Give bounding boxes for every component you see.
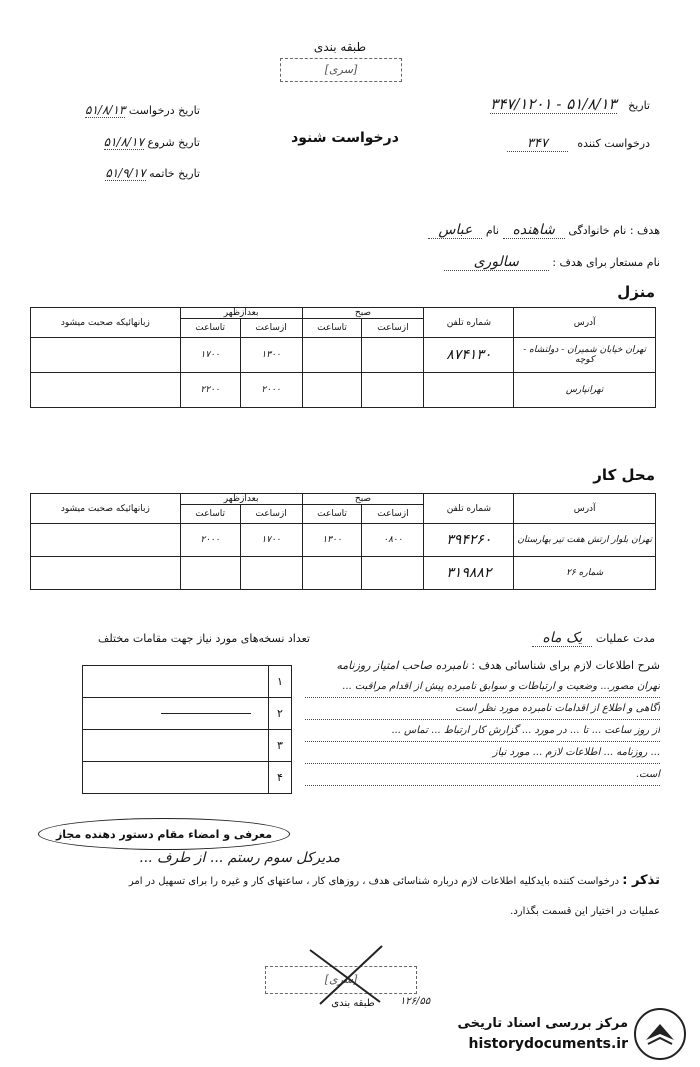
- home-header-am-to: تاساعت: [302, 319, 362, 338]
- requester-value: ۳۴۷: [507, 136, 568, 152]
- description-line: از روز ساعت ... تا ... در مورد ... گزارش کار ارتباط ... تماس ...: [305, 720, 660, 742]
- watermark-title: مرکز بررسی اسناد تاریخی: [457, 1016, 628, 1031]
- description-line: [305, 655, 660, 676]
- copies-label: تعداد نسخه‌های مورد نیاز جهت مقامات مختلف: [98, 632, 310, 645]
- description-line: ... روزنامه ... اطلاعات لازم ... مورد نیاز: [305, 742, 660, 764]
- description-line: آگاهی و اطلاع از اقدامات نامبرده مورد نظر است: [305, 698, 660, 720]
- work-row2-languages: [31, 557, 181, 590]
- home-header-am-from: ازساعت: [362, 319, 424, 338]
- description-block: [305, 655, 660, 786]
- requester-field: [450, 136, 650, 151]
- start-date-field: [30, 135, 200, 149]
- watermark-url: historydocuments.ir: [468, 1036, 628, 1052]
- copies-row: [83, 762, 291, 793]
- work-row1-address: تهران بلوار ارتش هفت تیر بهارستان: [514, 524, 656, 557]
- home-row1-phone: ۸۷۴۱۳۰: [424, 338, 514, 373]
- copies-row: [83, 666, 291, 698]
- footer-classification-stamp: [سری]: [324, 973, 358, 986]
- work-header-morning: صبح: [302, 494, 424, 505]
- home-row2-address: تهرانپارس: [514, 373, 656, 408]
- copies-row-number: ۳: [268, 730, 291, 761]
- footnote-text: درخواست کننده بایدکلیه اطلاعات لازم درباره شناسائی هدف ، روزهای کار ، ساعتهای کار و غیره را برای تسهیل در امر: [128, 876, 620, 887]
- duration-field: [485, 630, 655, 646]
- description-line: تهران مصور... وضعیت و ارتباطات و سوابق نامبرده پیش از اقدام مراقبت ...: [305, 676, 660, 698]
- work-row2-am-to: [302, 557, 362, 590]
- duration-label: مدت عملیات: [595, 632, 655, 645]
- start-date-label: تاریخ شروع: [147, 136, 200, 149]
- home-header-afternoon: بعدازظهر: [180, 308, 302, 319]
- work-row2-phone: ۳۱۹۸۸۲: [424, 557, 514, 590]
- description-label: شرح اطلاعات لازم برای شناسائی هدف :: [471, 659, 660, 672]
- date-value: ۵۱/۸/۱۳ - ۳۴۷/۱۲۰۱: [490, 95, 617, 113]
- copies-row: [83, 698, 291, 730]
- work-row1-languages: [31, 524, 181, 557]
- target-surname-label: هدف : نام خانوادگی: [568, 224, 660, 237]
- start-date-value: ۵۱/۸/۱۷: [103, 135, 144, 149]
- request-date-label: تاریخ درخواست: [128, 104, 200, 117]
- request-date-value: ۵۱/۸/۱۳: [85, 103, 126, 117]
- home-row2-am-from: [362, 373, 424, 408]
- home-header-pm-from: ازساعت: [240, 319, 302, 338]
- home-header-morning: صبح: [302, 308, 424, 319]
- description-line: است.: [305, 764, 660, 786]
- work-row1-phone: ۳۹۴۲۶۰: [424, 524, 514, 557]
- target-name-label: نام: [485, 224, 500, 237]
- work-header-am-from: ازساعت: [362, 505, 424, 524]
- home-header-address: آدرس: [514, 308, 656, 338]
- work-row2-pm-to: [180, 557, 240, 590]
- end-date-label: تاریخ خاتمه: [149, 167, 200, 180]
- target-alias-field: [240, 254, 660, 270]
- description-text: نامبرده صاحب امتیاز روزنامه: [336, 659, 468, 672]
- target-alias-label: نام مستعار برای هدف :: [552, 256, 660, 269]
- home-row2-pm-to: ۲۲۰۰: [180, 373, 240, 408]
- home-row1-am-to: [302, 338, 362, 373]
- work-header-am-to: تاساعت: [302, 505, 362, 524]
- work-header-pm-from: ازساعت: [240, 505, 302, 524]
- footnote-text-line2: عملیات در اختیار این قسمت بگذارد.: [510, 906, 660, 917]
- target-name-field: [240, 222, 660, 238]
- work-row1-am-to: ۱۳۰۰: [302, 524, 362, 557]
- work-row2-pm-from: [240, 557, 302, 590]
- work-row1-am-from: ۰۸۰۰: [362, 524, 424, 557]
- work-header-languages: زبانهائیکه صحبت میشود: [31, 494, 181, 524]
- classification-stamp-box: [280, 58, 402, 82]
- work-row1-pm-from: ۱۷۰۰: [240, 524, 302, 557]
- footer-small-note: ۱۲۶/۵۵: [400, 996, 431, 1007]
- work-header-afternoon: بعدازظهر: [180, 494, 302, 505]
- home-row2-am-to: [302, 373, 362, 408]
- home-row1-pm-from: ۱۳۰۰: [240, 338, 302, 373]
- work-table: [30, 493, 656, 590]
- footer-classification-label: طبقه بندی: [331, 998, 375, 1009]
- work-header-phone: شماره تلفن: [424, 494, 514, 524]
- home-row2-phone: [424, 373, 514, 408]
- target-surname: شاهنده: [503, 222, 565, 239]
- footnote-label: تذکر :: [622, 873, 660, 888]
- home-header-languages: زبانهائیکه صحبت میشود: [31, 308, 181, 338]
- authorization-label: معرفی و امضاء مقام دستور دهنده مجاز: [38, 818, 290, 850]
- copies-row-mark: [161, 713, 251, 714]
- home-header-phone: شماره تلفن: [424, 308, 514, 338]
- target-name: عباس: [428, 222, 482, 239]
- home-row2-pm-from: ۲۰۰۰: [240, 373, 302, 408]
- form-title: درخواست شنود: [291, 130, 399, 146]
- home-row1-am-from: [362, 338, 424, 373]
- requester-label: درخواست کننده: [577, 137, 650, 150]
- copies-row-number: ۲: [268, 698, 291, 729]
- home-section-title: منزل: [617, 283, 655, 301]
- footnote: [40, 866, 660, 927]
- classification-stamp: [سری]: [324, 63, 358, 76]
- home-header-pm-to: تاساعت: [180, 319, 240, 338]
- home-table: [30, 307, 656, 408]
- home-row2-languages: [31, 373, 181, 408]
- home-row1-languages: [31, 338, 181, 373]
- date-label: تاریخ: [628, 99, 650, 112]
- watermark-logo-icon: [634, 1008, 686, 1060]
- authorization-signature: مدیرکل سوم رستم ... از طرف ...: [139, 850, 340, 866]
- copies-row-number: ۴: [268, 762, 291, 793]
- copies-row-number: ۱: [268, 666, 291, 697]
- date-field: [390, 95, 650, 113]
- request-date-field: [30, 103, 200, 117]
- home-row1-pm-to: ۱۷۰۰: [180, 338, 240, 373]
- copies-box: [82, 665, 292, 794]
- target-alias: سالوری: [444, 254, 549, 271]
- classification-label: طبقه بندی: [313, 40, 367, 54]
- work-row2-address: شماره ۲۶: [514, 557, 656, 590]
- work-row1-pm-to: ۲۰۰۰: [180, 524, 240, 557]
- book-icon: [636, 1010, 684, 1058]
- work-row2-am-from: [362, 557, 424, 590]
- end-date-value: ۵۱/۹/۱۷: [105, 166, 146, 180]
- work-section-title: محل کار: [593, 466, 655, 484]
- home-row1-address: تهران خیابان شمیران - دولتشاه - کوچه: [514, 338, 656, 373]
- duration-value: یک ماه: [532, 630, 592, 647]
- work-header-address: آدرس: [514, 494, 656, 524]
- end-date-field: [30, 166, 200, 180]
- copies-row: [83, 730, 291, 762]
- work-header-pm-to: تاساعت: [180, 505, 240, 524]
